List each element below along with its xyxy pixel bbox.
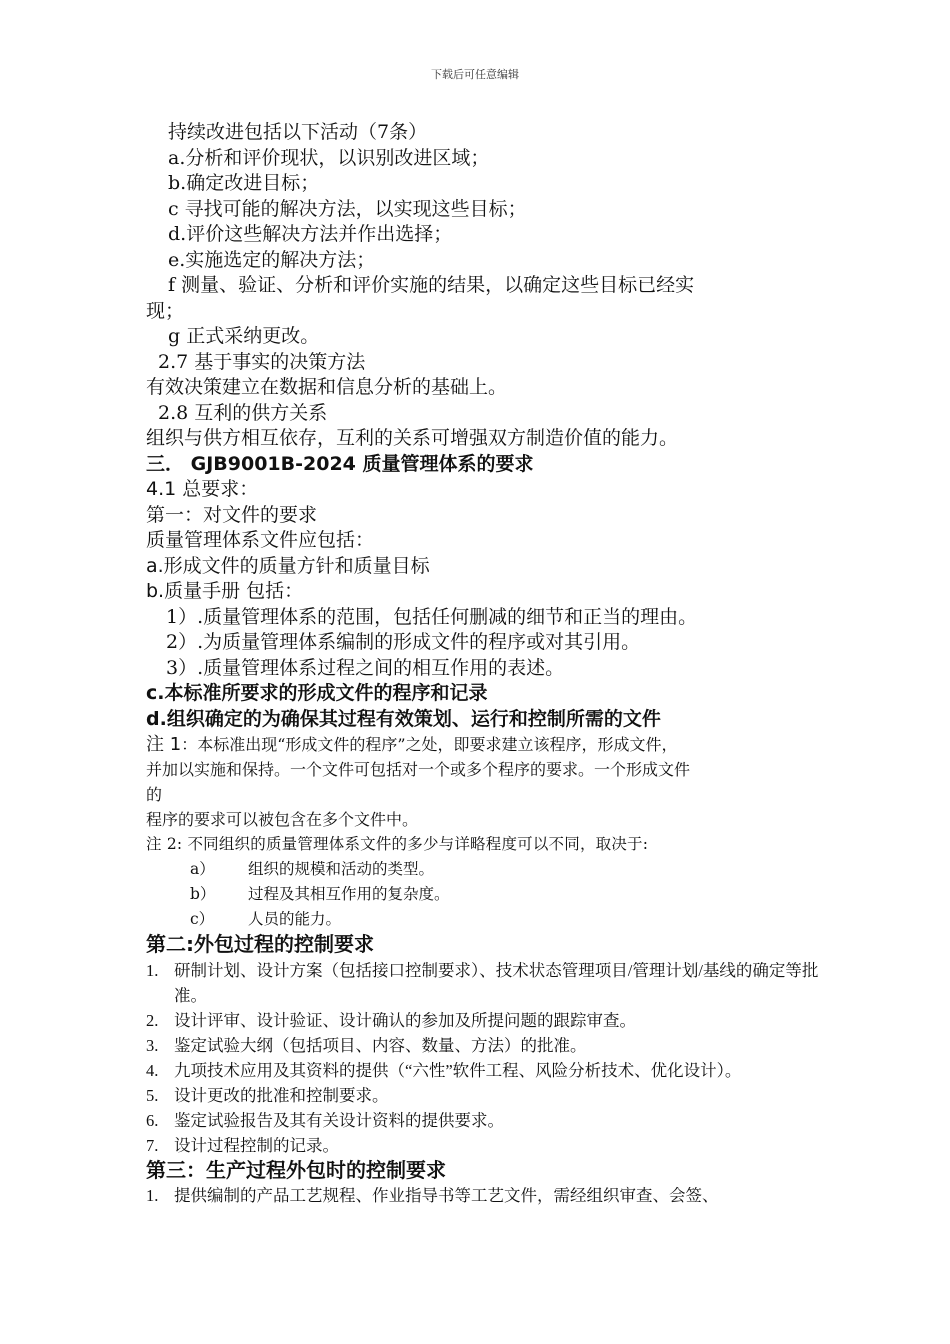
item-text: 人员的能力。 [248, 910, 342, 928]
item-text: 组织的规模和活动的类型。 [248, 860, 435, 878]
chapter-heading: 三． GJB9001B-2024 质量管理体系的要求 [146, 452, 534, 475]
list-item: b.确定改进目标； [168, 172, 320, 194]
note-1 [146, 732, 826, 757]
item-key: b） [190, 885, 216, 903]
item-number: 1. [146, 1186, 159, 1205]
document-body [146, 120, 826, 1208]
list-item: 1）.质量管理体系的范围，包括任何删减的细节和正当的理由。 [166, 605, 698, 628]
numbered-item [146, 958, 826, 1008]
section-heading: 2.7 基于事实的决策方法 [158, 350, 366, 373]
list-item: d.评价这些解决方法并作出选择； [168, 223, 453, 245]
item-text: 设计过程控制的记录。 [174, 1135, 339, 1155]
numbered-item [146, 1183, 826, 1208]
item-key: a） [190, 860, 215, 878]
note-1-line: 并加以实施和保持。一个文件可包括对一个或多个程序的要求。一个形成文件 [146, 760, 691, 779]
note-2-item [146, 882, 826, 907]
list-item: g 正式采纳更改。 [168, 325, 320, 347]
item-number: 4. [146, 1060, 159, 1080]
list-item: c.本标准所要求的形成文件的程序和记录 [146, 682, 488, 704]
paragraph: 有效决策建立在数据和信息分析的基础上。 [146, 376, 508, 398]
item-number: 7. [146, 1135, 159, 1155]
list-item: a.分析和评价现状，以识别改进区域； [168, 146, 490, 169]
note-label: 注 1 [146, 734, 182, 755]
list-item: c 寻找可能的解决方法，以实现这些目标； [168, 197, 527, 220]
section-heading: 第二:外包过程的控制要求 [146, 932, 374, 956]
note-1-line: 的 [146, 785, 163, 804]
list-item: e.实施选定的解决方法； [168, 248, 376, 271]
list-item: d.组织确定的为确保其过程有效策划、运行和控制所需的文件 [146, 707, 661, 730]
numbered-item [146, 1108, 826, 1133]
page-header: 下载后可任意编辑 [431, 68, 519, 81]
paragraph: 持续改进包括以下活动（7条） [168, 121, 428, 143]
list-item: f 测量、验证、分析和评价实施的结果，以确定这些目标已经实 [168, 274, 695, 296]
item-text: 研制计划、设计方案（包括接口控制要求）、技术状态管理项目/管理计划/基线的确定等批准。 [174, 960, 819, 1005]
list-item-continuation: 现； [146, 299, 185, 322]
item-number: 6. [146, 1110, 159, 1130]
numbered-item [146, 1083, 826, 1108]
numbered-item [146, 1008, 826, 1033]
note-2-item [146, 907, 826, 932]
section-heading: 2.8 互利的供方关系 [158, 401, 328, 424]
item-text: 鉴定试验大纲（包括项目、内容、数量、方法）的批准。 [174, 1035, 587, 1055]
item-text: 过程及其相互作用的复杂度。 [248, 885, 450, 903]
note-2: 注 2: 不同组织的质量管理体系文件的多少与详略程度可以不同，取决于: [146, 835, 649, 853]
section-heading: 4.1 总要求： [146, 478, 259, 500]
note-1-line: 程序的要求可以被包含在多个文件中。 [146, 810, 419, 829]
paragraph: 质量管理体系文件应包括： [146, 529, 375, 551]
section-heading: 第一：对文件的要求 [146, 503, 318, 526]
list-item: a.形成文件的质量方针和质量目标 [146, 554, 430, 577]
paragraph: 组织与供方相互依存，互利的关系可增强双方制造价值的能力。 [146, 427, 679, 449]
item-number: 3. [146, 1035, 159, 1055]
list-item: b.质量手册 包括： [146, 580, 304, 602]
item-text: 鉴定试验报告及其有关设计资料的提供要求。 [174, 1110, 504, 1130]
item-number: 1. [146, 960, 159, 980]
note-2-item [146, 857, 826, 882]
numbered-item [146, 1058, 826, 1083]
list-item: 2）.为质量管理体系编制的形成文件的程序或对其引用。 [166, 631, 641, 653]
numbered-item [146, 1033, 826, 1058]
item-number: 5. [146, 1085, 159, 1105]
item-text: 设计评审、设计验证、设计确认的参加及所提问题的跟踪审查。 [174, 1010, 636, 1030]
item-text: 九项技术应用及其资料的提供（“六性”软件工程、风险分析技术、优化设计）。 [174, 1060, 742, 1080]
item-text: 设计更改的批准和控制要求。 [174, 1085, 389, 1105]
section-heading: 第三：生产过程外包时的控制要求 [146, 1157, 446, 1182]
list-item: 3）.质量管理体系过程之间的相互作用的表述。 [166, 656, 565, 679]
item-number: 2. [146, 1010, 159, 1030]
item-key: c） [190, 910, 215, 928]
item-text: 提供编制的产品工艺规程、作业指导书等工艺文件，需经组织审查、会签、 [174, 1186, 719, 1205]
note-text: ：本标准出现“形成文件的程序”之处，即要求建立该程序，形成文件， [181, 735, 678, 754]
numbered-item [146, 1133, 826, 1158]
